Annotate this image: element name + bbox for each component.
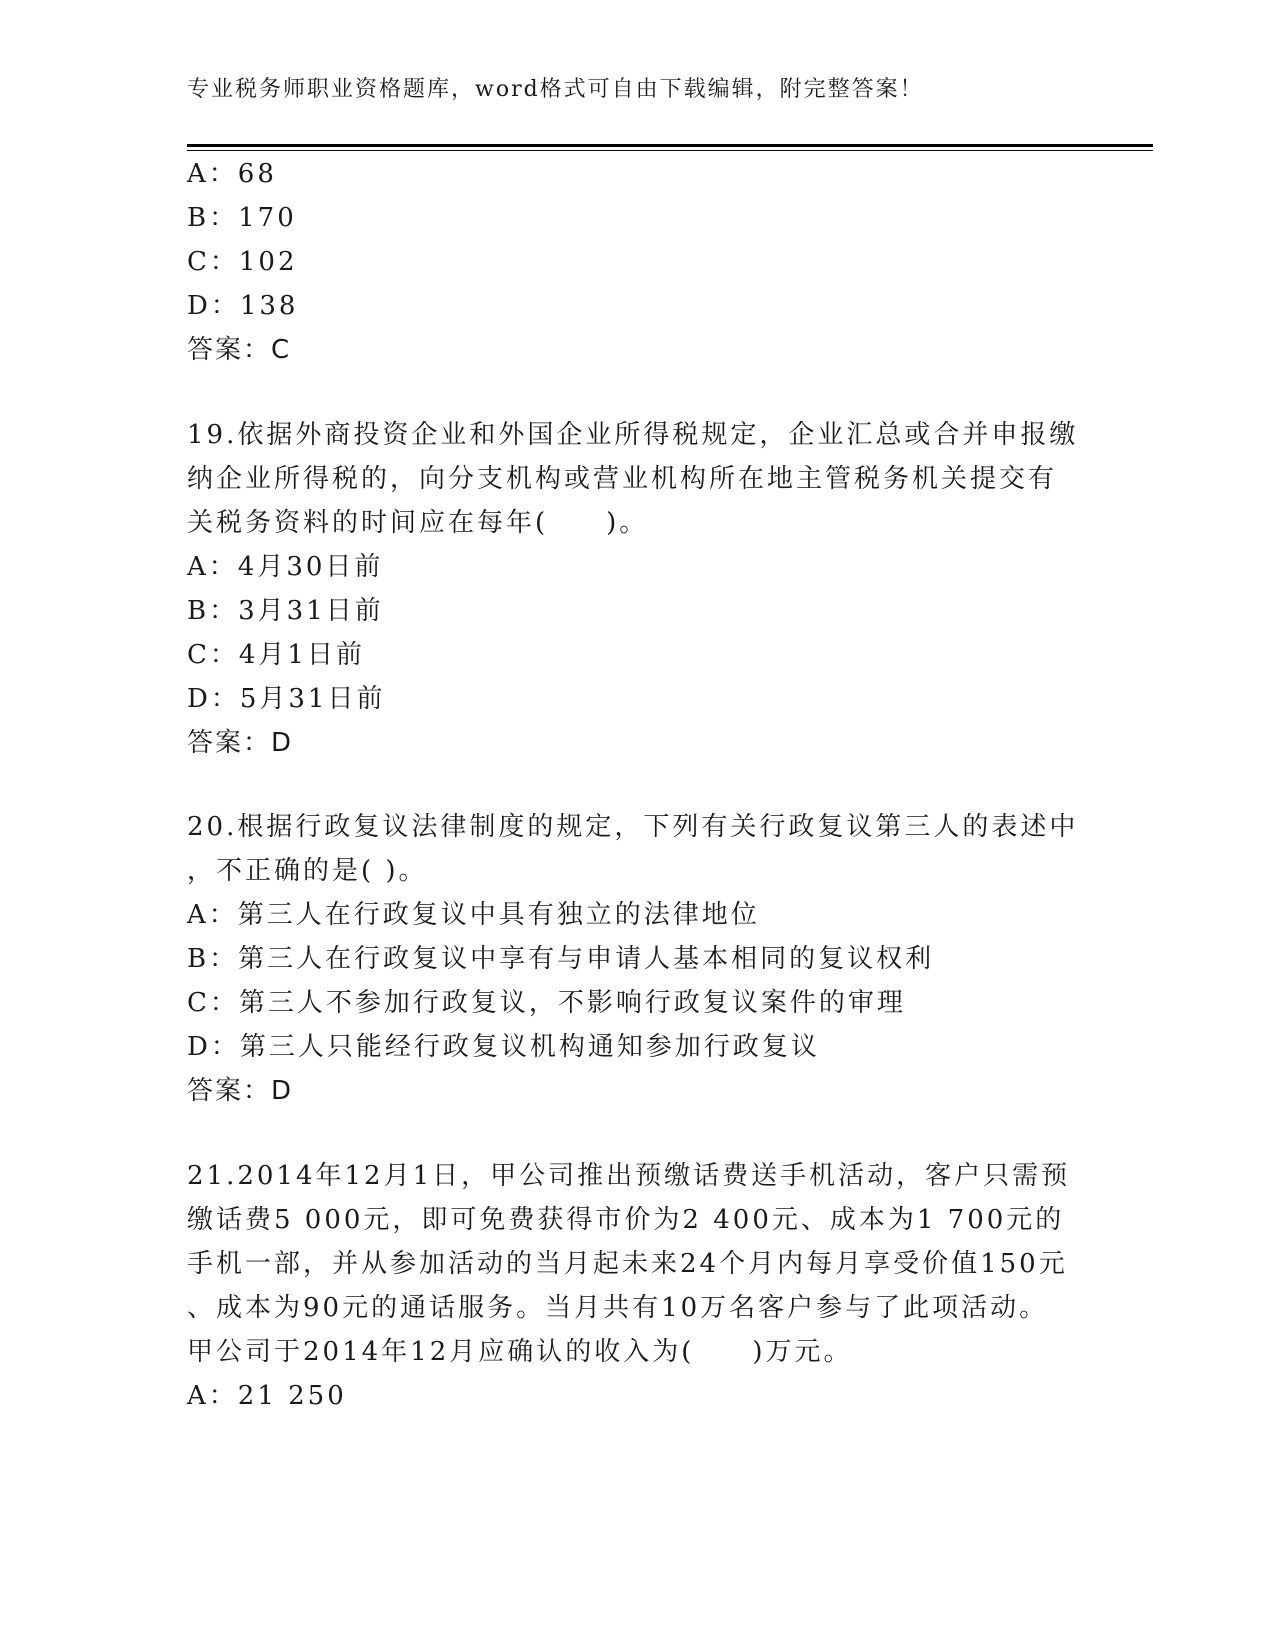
header-rule-thick (187, 144, 1153, 147)
q20-text-line-2: ，不正确的是( )。 (187, 856, 428, 886)
q21-text-line-3: 手机一部，并从参加活动的当月起未来24个月内每月享受价值150元 (187, 1249, 1068, 1279)
q21-text-line-2: 缴话费5 000元，即可免费获得市价为2 400元、成本为1 700元的 (187, 1205, 1065, 1235)
q20-option-c: C：第三人不参加行政复议，不影响行政复议案件的审理 (187, 988, 906, 1018)
q18-option-c: C：102 (187, 247, 298, 277)
q19-option-d: D：5月31日前 (187, 684, 386, 714)
page-header: 专业税务师职业资格题库，word格式可自由下载编辑，附完整答案！ (187, 77, 924, 102)
q21-text-line-1: 21.2014年12月1日，甲公司推出预缴话费送手机活动，客户只需预 (187, 1161, 1071, 1191)
q19-option-c: C：4月1日前 (187, 640, 365, 670)
q20-option-b: B：第三人在行政复议中享有与申请人基本相同的复议权利 (187, 944, 935, 974)
q20-option-d: D：第三人只能经行政复议机构通知参加行政复议 (187, 1032, 820, 1062)
q19-text-line-1: 19.依据外商投资企业和外国企业所得税规定，企业汇总或合并申报缴 (187, 420, 1079, 450)
q21-text-line-4: 、成本为90元的通话服务。当月共有10万名客户参与了此项活动。 (187, 1293, 1049, 1323)
header-rule-thin (187, 150, 1153, 151)
q18-option-a: A：68 (187, 159, 277, 189)
q20-text-line-1: 20.根据行政复议法律制度的规定，下列有关行政复议第三人的表述中 (187, 812, 1079, 842)
q19-option-a: A：4月30日前 (187, 552, 384, 582)
q19-text-line-2: 纳企业所得税的，向分支机构或营业机构所在地主管税务机关提交有 (187, 464, 1058, 494)
q21-option-a: A：21 250 (187, 1381, 347, 1411)
q21-text-line-5: 甲公司于2014年12月应确认的收入为( )万元。 (187, 1337, 853, 1367)
q18-option-b: B：170 (187, 203, 297, 233)
q19-text-line-3: 关税务资料的时间应在每年( )。 (187, 508, 649, 538)
q20-option-a: A：第三人在行政复议中具有独立的法律地位 (187, 900, 760, 930)
q19-answer: 答案：D (187, 728, 294, 758)
q18-answer: 答案：C (187, 335, 292, 365)
q19-option-b: B：3月31日前 (187, 596, 384, 626)
q20-answer: 答案：D (187, 1076, 294, 1106)
q18-option-d: D：138 (187, 291, 299, 321)
